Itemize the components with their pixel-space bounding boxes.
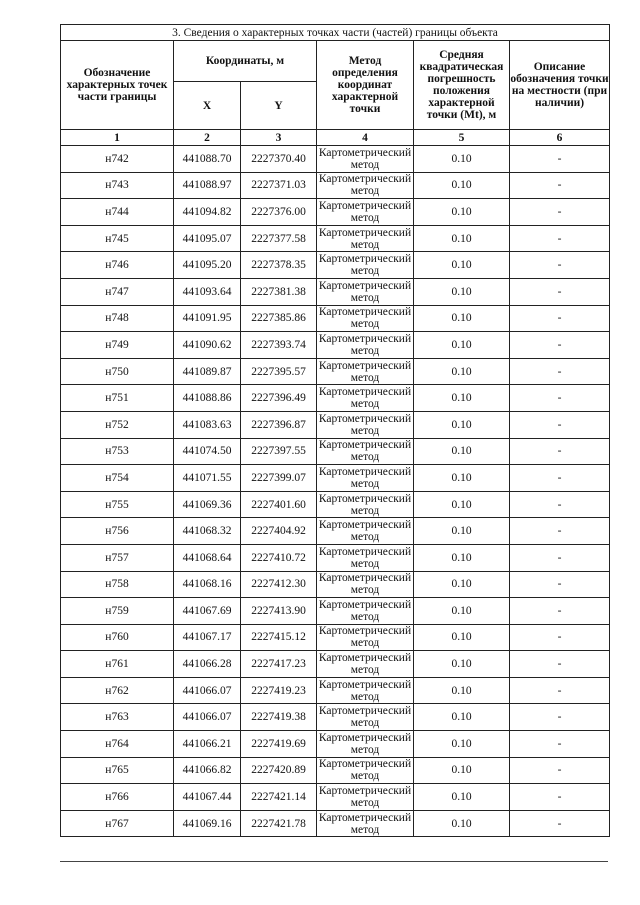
point-id-cell: н762 bbox=[61, 677, 174, 704]
method-cell: Картометрический метод bbox=[317, 731, 414, 758]
description-cell: - bbox=[510, 278, 610, 305]
table-row bbox=[61, 411, 610, 438]
method-cell: Картометрический метод bbox=[317, 704, 414, 731]
y-coordinate-cell: 2227396.87 bbox=[241, 411, 317, 438]
method-cell: Картометрический метод bbox=[317, 252, 414, 279]
x-coordinate-cell: 441095.07 bbox=[174, 225, 241, 252]
column-number: 5 bbox=[414, 130, 510, 146]
y-coordinate-cell: 2227417.23 bbox=[241, 651, 317, 678]
method-cell: Картометрический метод bbox=[317, 278, 414, 305]
method-cell: Картометрический метод bbox=[317, 651, 414, 678]
x-coordinate-cell: 441066.07 bbox=[174, 704, 241, 731]
point-id-cell: н754 bbox=[61, 465, 174, 492]
method-cell: Картометрический метод bbox=[317, 146, 414, 173]
error-cell: 0.10 bbox=[414, 571, 510, 598]
error-cell: 0.10 bbox=[414, 491, 510, 518]
column-numbers-row bbox=[61, 130, 610, 146]
description-cell: - bbox=[510, 598, 610, 625]
description-cell: - bbox=[510, 731, 610, 758]
x-coordinate-cell: 441066.82 bbox=[174, 757, 241, 784]
error-cell: 0.10 bbox=[414, 810, 510, 837]
x-coordinate-cell: 441066.28 bbox=[174, 651, 241, 678]
y-coordinate-cell: 2227421.78 bbox=[241, 810, 317, 837]
x-coordinate-cell: 441088.70 bbox=[174, 146, 241, 173]
error-cell: 0.10 bbox=[414, 757, 510, 784]
x-coordinate-cell: 441074.50 bbox=[174, 438, 241, 465]
table-row bbox=[61, 358, 610, 385]
x-coordinate-cell: 441088.86 bbox=[174, 385, 241, 412]
method-cell: Картометрический метод bbox=[317, 810, 414, 837]
table-row bbox=[61, 624, 610, 651]
description-cell: - bbox=[510, 332, 610, 359]
x-coordinate-cell: 441088.97 bbox=[174, 172, 241, 199]
y-coordinate-cell: 2227413.90 bbox=[241, 598, 317, 625]
point-id-cell: н750 bbox=[61, 358, 174, 385]
x-coordinate-cell: 441068.64 bbox=[174, 544, 241, 571]
point-id-cell: н748 bbox=[61, 305, 174, 332]
error-cell: 0.10 bbox=[414, 651, 510, 678]
table-row bbox=[61, 146, 610, 173]
y-coordinate-cell: 2227381.38 bbox=[241, 278, 317, 305]
y-coordinate-cell: 2227371.03 bbox=[241, 172, 317, 199]
table-row bbox=[61, 731, 610, 758]
description-cell: - bbox=[510, 677, 610, 704]
header-coordinates: Координаты, м bbox=[174, 41, 317, 82]
x-coordinate-cell: 441067.69 bbox=[174, 598, 241, 625]
error-cell: 0.10 bbox=[414, 624, 510, 651]
table-row bbox=[61, 651, 610, 678]
table-row bbox=[61, 784, 610, 811]
point-id-cell: н744 bbox=[61, 199, 174, 226]
method-cell: Картометрический метод bbox=[317, 411, 414, 438]
description-cell: - bbox=[510, 757, 610, 784]
method-cell: Картометрический метод bbox=[317, 677, 414, 704]
point-id-cell: н752 bbox=[61, 411, 174, 438]
method-cell: Картометрический метод bbox=[317, 784, 414, 811]
table-row bbox=[61, 677, 610, 704]
method-cell: Картометрический метод bbox=[317, 571, 414, 598]
y-coordinate-cell: 2227393.74 bbox=[241, 332, 317, 359]
y-coordinate-cell: 2227385.86 bbox=[241, 305, 317, 332]
boundary-points-table bbox=[60, 24, 610, 837]
x-coordinate-cell: 441069.36 bbox=[174, 491, 241, 518]
y-coordinate-cell: 2227397.55 bbox=[241, 438, 317, 465]
x-coordinate-cell: 441095.20 bbox=[174, 252, 241, 279]
table-row bbox=[61, 810, 610, 837]
error-cell: 0.10 bbox=[414, 252, 510, 279]
point-id-cell: н761 bbox=[61, 651, 174, 678]
method-cell: Картометрический метод bbox=[317, 385, 414, 412]
y-coordinate-cell: 2227377.58 bbox=[241, 225, 317, 252]
error-cell: 0.10 bbox=[414, 438, 510, 465]
x-coordinate-cell: 441071.55 bbox=[174, 465, 241, 492]
x-coordinate-cell: 441068.32 bbox=[174, 518, 241, 545]
method-cell: Картометрический метод bbox=[317, 225, 414, 252]
method-cell: Картометрический метод bbox=[317, 358, 414, 385]
error-cell: 0.10 bbox=[414, 518, 510, 545]
point-id-cell: н753 bbox=[61, 438, 174, 465]
point-id-cell: н764 bbox=[61, 731, 174, 758]
x-coordinate-cell: 441089.87 bbox=[174, 358, 241, 385]
header-designation: Обозначение характерных точек части границы bbox=[61, 41, 174, 130]
x-coordinate-cell: 441090.62 bbox=[174, 332, 241, 359]
description-cell: - bbox=[510, 704, 610, 731]
y-coordinate-cell: 2227376.00 bbox=[241, 199, 317, 226]
method-cell: Картометрический метод bbox=[317, 172, 414, 199]
point-id-cell: н745 bbox=[61, 225, 174, 252]
x-coordinate-cell: 441093.64 bbox=[174, 278, 241, 305]
point-id-cell: н746 bbox=[61, 252, 174, 279]
error-cell: 0.10 bbox=[414, 225, 510, 252]
error-cell: 0.10 bbox=[414, 784, 510, 811]
header-error: Средняя квадратическая погрешность положения характерной точки (Mt), м bbox=[414, 41, 510, 130]
table-row bbox=[61, 305, 610, 332]
error-cell: 0.10 bbox=[414, 358, 510, 385]
table-row bbox=[61, 385, 610, 412]
error-cell: 0.10 bbox=[414, 704, 510, 731]
description-cell: - bbox=[510, 146, 610, 173]
y-coordinate-cell: 2227378.35 bbox=[241, 252, 317, 279]
table-row bbox=[61, 225, 610, 252]
method-cell: Картометрический метод bbox=[317, 624, 414, 651]
error-cell: 0.10 bbox=[414, 544, 510, 571]
y-coordinate-cell: 2227370.40 bbox=[241, 146, 317, 173]
y-coordinate-cell: 2227404.92 bbox=[241, 518, 317, 545]
method-cell: Картометрический метод bbox=[317, 518, 414, 545]
section-title: 3. Сведения о характерных точках части (частей) границы объекта bbox=[61, 25, 610, 41]
x-coordinate-cell: 441091.95 bbox=[174, 305, 241, 332]
point-id-cell: н758 bbox=[61, 571, 174, 598]
point-id-cell: н749 bbox=[61, 332, 174, 359]
error-cell: 0.10 bbox=[414, 385, 510, 412]
y-coordinate-cell: 2227415.12 bbox=[241, 624, 317, 651]
x-coordinate-cell: 441066.21 bbox=[174, 731, 241, 758]
method-cell: Картометрический метод bbox=[317, 305, 414, 332]
method-cell: Картометрический метод bbox=[317, 199, 414, 226]
table-row bbox=[61, 571, 610, 598]
method-cell: Картометрический метод bbox=[317, 332, 414, 359]
table-row bbox=[61, 252, 610, 279]
method-cell: Картометрический метод bbox=[317, 438, 414, 465]
point-id-cell: н767 bbox=[61, 810, 174, 837]
description-cell: - bbox=[510, 411, 610, 438]
header-method: Метод определения координат характерной точки bbox=[317, 41, 414, 130]
table-row bbox=[61, 704, 610, 731]
column-number: 4 bbox=[317, 130, 414, 146]
table-row bbox=[61, 544, 610, 571]
column-number: 6 bbox=[510, 130, 610, 146]
point-id-cell: н759 bbox=[61, 598, 174, 625]
table-row bbox=[61, 172, 610, 199]
description-cell: - bbox=[510, 465, 610, 492]
description-cell: - bbox=[510, 784, 610, 811]
description-cell: - bbox=[510, 571, 610, 598]
description-cell: - bbox=[510, 199, 610, 226]
description-cell: - bbox=[510, 225, 610, 252]
error-cell: 0.10 bbox=[414, 731, 510, 758]
table-row bbox=[61, 278, 610, 305]
method-cell: Картометрический метод bbox=[317, 598, 414, 625]
description-cell: - bbox=[510, 438, 610, 465]
y-coordinate-cell: 2227421.14 bbox=[241, 784, 317, 811]
table-row bbox=[61, 491, 610, 518]
footer-divider bbox=[60, 861, 608, 862]
y-coordinate-cell: 2227420.89 bbox=[241, 757, 317, 784]
point-id-cell: н747 bbox=[61, 278, 174, 305]
description-cell: - bbox=[510, 810, 610, 837]
point-id-cell: н763 bbox=[61, 704, 174, 731]
y-coordinate-cell: 2227419.38 bbox=[241, 704, 317, 731]
table-row bbox=[61, 518, 610, 545]
x-coordinate-cell: 441066.07 bbox=[174, 677, 241, 704]
column-number: 3 bbox=[241, 130, 317, 146]
error-cell: 0.10 bbox=[414, 465, 510, 492]
x-coordinate-cell: 441083.63 bbox=[174, 411, 241, 438]
description-cell: - bbox=[510, 385, 610, 412]
point-id-cell: н757 bbox=[61, 544, 174, 571]
header-x: X bbox=[174, 82, 241, 130]
method-cell: Картометрический метод bbox=[317, 757, 414, 784]
point-id-cell: н743 bbox=[61, 172, 174, 199]
method-cell: Картометрический метод bbox=[317, 491, 414, 518]
x-coordinate-cell: 441069.16 bbox=[174, 810, 241, 837]
method-cell: Картометрический метод bbox=[317, 544, 414, 571]
table-row bbox=[61, 465, 610, 492]
column-number: 1 bbox=[61, 130, 174, 146]
x-coordinate-cell: 441068.16 bbox=[174, 571, 241, 598]
point-id-cell: н766 bbox=[61, 784, 174, 811]
error-cell: 0.10 bbox=[414, 305, 510, 332]
error-cell: 0.10 bbox=[414, 677, 510, 704]
description-cell: - bbox=[510, 491, 610, 518]
error-cell: 0.10 bbox=[414, 411, 510, 438]
table-row bbox=[61, 332, 610, 359]
description-cell: - bbox=[510, 252, 610, 279]
point-id-cell: н760 bbox=[61, 624, 174, 651]
y-coordinate-cell: 2227410.72 bbox=[241, 544, 317, 571]
table-row bbox=[61, 438, 610, 465]
point-id-cell: н756 bbox=[61, 518, 174, 545]
point-id-cell: н755 bbox=[61, 491, 174, 518]
header-description: Описание обозначения точки на местности (при наличии) bbox=[510, 41, 610, 130]
error-cell: 0.10 bbox=[414, 146, 510, 173]
table-row bbox=[61, 598, 610, 625]
error-cell: 0.10 bbox=[414, 172, 510, 199]
description-cell: - bbox=[510, 544, 610, 571]
error-cell: 0.10 bbox=[414, 332, 510, 359]
description-cell: - bbox=[510, 305, 610, 332]
description-cell: - bbox=[510, 172, 610, 199]
y-coordinate-cell: 2227399.07 bbox=[241, 465, 317, 492]
y-coordinate-cell: 2227396.49 bbox=[241, 385, 317, 412]
point-id-cell: н751 bbox=[61, 385, 174, 412]
x-coordinate-cell: 441067.17 bbox=[174, 624, 241, 651]
table-row bbox=[61, 199, 610, 226]
point-id-cell: н742 bbox=[61, 146, 174, 173]
x-coordinate-cell: 441067.44 bbox=[174, 784, 241, 811]
header-y: Y bbox=[241, 82, 317, 130]
column-number: 2 bbox=[174, 130, 241, 146]
error-cell: 0.10 bbox=[414, 278, 510, 305]
error-cell: 0.10 bbox=[414, 199, 510, 226]
y-coordinate-cell: 2227419.23 bbox=[241, 677, 317, 704]
description-cell: - bbox=[510, 651, 610, 678]
y-coordinate-cell: 2227401.60 bbox=[241, 491, 317, 518]
error-cell: 0.10 bbox=[414, 598, 510, 625]
description-cell: - bbox=[510, 624, 610, 651]
y-coordinate-cell: 2227419.69 bbox=[241, 731, 317, 758]
method-cell: Картометрический метод bbox=[317, 465, 414, 492]
description-cell: - bbox=[510, 358, 610, 385]
table-row bbox=[61, 757, 610, 784]
point-id-cell: н765 bbox=[61, 757, 174, 784]
y-coordinate-cell: 2227395.57 bbox=[241, 358, 317, 385]
y-coordinate-cell: 2227412.30 bbox=[241, 571, 317, 598]
description-cell: - bbox=[510, 518, 610, 545]
x-coordinate-cell: 441094.82 bbox=[174, 199, 241, 226]
